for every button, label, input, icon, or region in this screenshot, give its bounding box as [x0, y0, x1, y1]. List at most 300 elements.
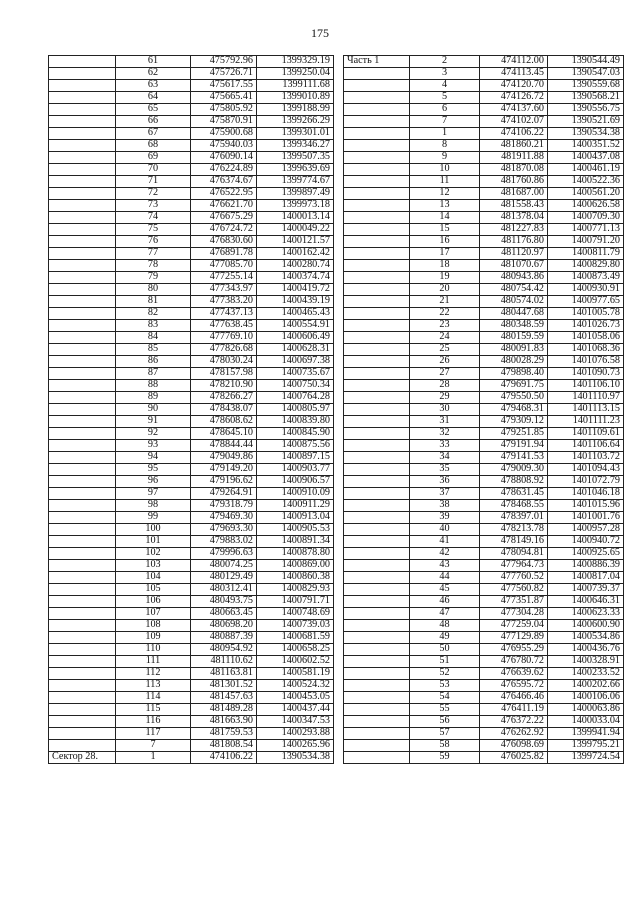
section-label-cell — [344, 524, 410, 536]
point-number-cell: 4 — [410, 80, 480, 92]
point-number-cell: 21 — [410, 296, 480, 308]
x-coordinate-cell: 481176.80 — [480, 236, 548, 248]
y-coordinate-cell: 1399188.99 — [257, 104, 334, 116]
y-coordinate-cell: 1401015.96 — [548, 500, 624, 512]
table-row — [344, 608, 624, 620]
section-label-cell — [344, 176, 410, 188]
table-row — [344, 740, 624, 752]
table-row — [344, 212, 624, 224]
x-coordinate-cell: 476621.70 — [191, 200, 257, 212]
table-row — [49, 128, 334, 140]
y-coordinate-cell: 1401072.79 — [548, 476, 624, 488]
table-row — [49, 536, 334, 548]
y-coordinate-cell: 1400829.93 — [257, 584, 334, 596]
x-coordinate-cell: 478210.90 — [191, 380, 257, 392]
y-coordinate-cell: 1400886.39 — [548, 560, 624, 572]
y-coordinate-cell: 1400739.03 — [257, 620, 334, 632]
section-label-cell — [49, 740, 116, 752]
y-coordinate-cell: 1400839.80 — [257, 416, 334, 428]
table-row — [49, 296, 334, 308]
x-coordinate-cell: 476639.62 — [480, 668, 548, 680]
table-row — [49, 608, 334, 620]
table-row — [344, 104, 624, 116]
point-number-cell: 73 — [116, 200, 191, 212]
table-row — [49, 560, 334, 572]
y-coordinate-cell: 1400265.96 — [257, 740, 334, 752]
y-coordinate-cell: 1400764.28 — [257, 392, 334, 404]
x-coordinate-cell: 479196.62 — [191, 476, 257, 488]
table-row — [49, 752, 334, 764]
section-label-cell — [344, 476, 410, 488]
point-number-cell: 72 — [116, 188, 191, 200]
section-label-cell — [49, 80, 116, 92]
point-number-cell: 3 — [410, 68, 480, 80]
x-coordinate-cell: 481301.52 — [191, 680, 257, 692]
table-row — [49, 632, 334, 644]
y-coordinate-cell: 1400374.74 — [257, 272, 334, 284]
x-coordinate-cell: 474102.07 — [480, 116, 548, 128]
point-number-cell: 31 — [410, 416, 480, 428]
x-coordinate-cell: 477351.87 — [480, 596, 548, 608]
section-label-cell — [49, 728, 116, 740]
point-number-cell: 8 — [410, 140, 480, 152]
x-coordinate-cell: 481457.63 — [191, 692, 257, 704]
table-row — [344, 68, 624, 80]
y-coordinate-cell: 1401058.06 — [548, 332, 624, 344]
x-coordinate-cell: 476372.22 — [480, 716, 548, 728]
point-number-cell: 71 — [116, 176, 191, 188]
x-coordinate-cell: 477964.73 — [480, 560, 548, 572]
y-coordinate-cell: 1400522.36 — [548, 176, 624, 188]
x-coordinate-cell: 481120.97 — [480, 248, 548, 260]
section-label-cell — [49, 116, 116, 128]
y-coordinate-cell: 1400461.19 — [548, 164, 624, 176]
y-coordinate-cell: 1399639.69 — [257, 164, 334, 176]
section-label-cell — [49, 704, 116, 716]
point-number-cell: 93 — [116, 440, 191, 452]
x-coordinate-cell: 476374.67 — [191, 176, 257, 188]
point-number-cell: 88 — [116, 380, 191, 392]
point-number-cell: 78 — [116, 260, 191, 272]
y-coordinate-cell: 1400437.44 — [257, 704, 334, 716]
section-label-cell — [49, 248, 116, 260]
section-label-cell — [49, 464, 116, 476]
point-number-cell: 116 — [116, 716, 191, 728]
x-coordinate-cell: 480493.75 — [191, 596, 257, 608]
section-label-cell — [49, 572, 116, 584]
table-row — [49, 188, 334, 200]
point-number-cell: 58 — [410, 740, 480, 752]
section-label-cell — [49, 164, 116, 176]
point-number-cell: 84 — [116, 332, 191, 344]
section-label-cell — [344, 560, 410, 572]
x-coordinate-cell: 478213.78 — [480, 524, 548, 536]
y-coordinate-cell: 1390559.68 — [548, 80, 624, 92]
y-coordinate-cell: 1400606.49 — [257, 332, 334, 344]
section-label-cell — [49, 392, 116, 404]
y-coordinate-cell: 1401106.64 — [548, 440, 624, 452]
point-number-cell: 106 — [116, 596, 191, 608]
y-coordinate-cell: 1400925.65 — [548, 548, 624, 560]
x-coordinate-cell: 478844.44 — [191, 440, 257, 452]
y-coordinate-cell: 1400347.53 — [257, 716, 334, 728]
section-label-cell — [49, 512, 116, 524]
table-row — [49, 476, 334, 488]
table-row — [344, 692, 624, 704]
section-label-cell — [344, 584, 410, 596]
x-coordinate-cell: 474113.45 — [480, 68, 548, 80]
table-row — [49, 224, 334, 236]
y-coordinate-cell: 1400561.20 — [548, 188, 624, 200]
table-row — [49, 740, 334, 752]
y-coordinate-cell: 1399795.21 — [548, 740, 624, 752]
x-coordinate-cell: 478397.01 — [480, 512, 548, 524]
table-row — [49, 620, 334, 632]
x-coordinate-cell: 474106.22 — [191, 752, 257, 764]
point-number-cell: 95 — [116, 464, 191, 476]
y-coordinate-cell: 1399941.94 — [548, 728, 624, 740]
y-coordinate-cell: 1400063.86 — [548, 704, 624, 716]
section-label-cell — [344, 188, 410, 200]
table-row — [344, 440, 624, 452]
section-label-cell — [344, 656, 410, 668]
y-coordinate-cell: 1400453.05 — [257, 692, 334, 704]
table-row — [49, 176, 334, 188]
x-coordinate-cell: 476780.72 — [480, 656, 548, 668]
section-label-cell — [344, 416, 410, 428]
table-row — [49, 140, 334, 152]
y-coordinate-cell: 1400465.43 — [257, 308, 334, 320]
point-number-cell: 45 — [410, 584, 480, 596]
y-coordinate-cell: 1400534.86 — [548, 632, 624, 644]
table-row — [344, 428, 624, 440]
section-label-cell — [344, 668, 410, 680]
x-coordinate-cell: 476411.19 — [480, 704, 548, 716]
section-label-cell — [344, 200, 410, 212]
point-number-cell: 7 — [410, 116, 480, 128]
point-number-cell: 109 — [116, 632, 191, 644]
table-row — [344, 572, 624, 584]
point-number-cell: 14 — [410, 212, 480, 224]
y-coordinate-cell: 1399973.18 — [257, 200, 334, 212]
section-label-cell — [49, 452, 116, 464]
section-label-cell — [49, 104, 116, 116]
table-row — [344, 620, 624, 632]
y-coordinate-cell: 1400977.65 — [548, 296, 624, 308]
point-number-cell: 37 — [410, 488, 480, 500]
point-number-cell: 63 — [116, 80, 191, 92]
point-number-cell: 97 — [116, 488, 191, 500]
y-coordinate-cell: 1400910.09 — [257, 488, 334, 500]
y-coordinate-cell: 1400903.77 — [257, 464, 334, 476]
x-coordinate-cell: 479469.30 — [191, 512, 257, 524]
section-label-cell — [344, 344, 410, 356]
y-coordinate-cell: 1400162.42 — [257, 248, 334, 260]
point-number-cell: 99 — [116, 512, 191, 524]
x-coordinate-cell: 479009.30 — [480, 464, 548, 476]
point-number-cell: 47 — [410, 608, 480, 620]
y-coordinate-cell: 1400600.90 — [548, 620, 624, 632]
section-label-cell — [49, 368, 116, 380]
x-coordinate-cell: 479691.75 — [480, 380, 548, 392]
table-row — [49, 260, 334, 272]
section-label-cell — [344, 104, 410, 116]
y-coordinate-cell: 1400845.90 — [257, 428, 334, 440]
y-coordinate-cell: 1400623.33 — [548, 608, 624, 620]
table-row — [49, 344, 334, 356]
point-number-cell: 40 — [410, 524, 480, 536]
point-number-cell: 24 — [410, 332, 480, 344]
point-number-cell: 94 — [116, 452, 191, 464]
x-coordinate-cell: 479468.31 — [480, 404, 548, 416]
point-number-cell: 112 — [116, 668, 191, 680]
point-number-cell: 80 — [116, 284, 191, 296]
x-coordinate-cell: 477638.45 — [191, 320, 257, 332]
section-label-cell — [344, 596, 410, 608]
table-row — [49, 116, 334, 128]
point-number-cell: 85 — [116, 344, 191, 356]
table-row — [344, 308, 624, 320]
point-number-cell: 68 — [116, 140, 191, 152]
section-label-cell — [49, 548, 116, 560]
point-number-cell: 82 — [116, 308, 191, 320]
section-label-cell — [344, 440, 410, 452]
x-coordinate-cell: 477560.82 — [480, 584, 548, 596]
point-number-cell: 1 — [116, 752, 191, 764]
table-row — [49, 368, 334, 380]
point-number-cell: 50 — [410, 644, 480, 656]
section-label-cell — [344, 716, 410, 728]
x-coordinate-cell: 480074.25 — [191, 560, 257, 572]
x-coordinate-cell: 481378.04 — [480, 212, 548, 224]
section-label-cell — [49, 716, 116, 728]
x-coordinate-cell: 474137.60 — [480, 104, 548, 116]
point-number-cell: 90 — [116, 404, 191, 416]
point-number-cell: 67 — [116, 128, 191, 140]
section-label-cell — [344, 728, 410, 740]
section-label-cell — [344, 164, 410, 176]
y-coordinate-cell: 1401026.73 — [548, 320, 624, 332]
section-label-cell — [344, 608, 410, 620]
y-coordinate-cell: 1400697.38 — [257, 356, 334, 368]
table-row — [49, 164, 334, 176]
x-coordinate-cell: 476830.60 — [191, 236, 257, 248]
y-coordinate-cell: 1401005.78 — [548, 308, 624, 320]
table-row — [344, 632, 624, 644]
y-coordinate-cell: 1399346.27 — [257, 140, 334, 152]
table-row — [49, 92, 334, 104]
x-coordinate-cell: 478157.98 — [191, 368, 257, 380]
table-row — [49, 284, 334, 296]
point-number-cell: 51 — [410, 656, 480, 668]
section-label-cell — [344, 548, 410, 560]
y-coordinate-cell: 1400875.56 — [257, 440, 334, 452]
point-number-cell: 1 — [410, 128, 480, 140]
table-row — [344, 176, 624, 188]
table-row — [344, 272, 624, 284]
table-row — [344, 416, 624, 428]
table-row — [344, 404, 624, 416]
x-coordinate-cell: 476595.72 — [480, 680, 548, 692]
point-number-cell: 86 — [116, 356, 191, 368]
section-label-cell — [344, 152, 410, 164]
x-coordinate-cell: 479149.20 — [191, 464, 257, 476]
table-row — [49, 572, 334, 584]
section-label-cell — [344, 320, 410, 332]
table-row — [344, 320, 624, 332]
point-number-cell: 107 — [116, 608, 191, 620]
section-label-cell — [344, 404, 410, 416]
y-coordinate-cell: 1400906.57 — [257, 476, 334, 488]
table-row — [344, 512, 624, 524]
y-coordinate-cell: 1399111.68 — [257, 80, 334, 92]
section-label-cell — [49, 320, 116, 332]
point-number-cell: 52 — [410, 668, 480, 680]
table-row — [344, 296, 624, 308]
y-coordinate-cell: 1390521.69 — [548, 116, 624, 128]
y-coordinate-cell: 1400911.29 — [257, 500, 334, 512]
x-coordinate-cell: 478808.92 — [480, 476, 548, 488]
y-coordinate-cell: 1400524.32 — [257, 680, 334, 692]
section-label-cell — [49, 440, 116, 452]
x-coordinate-cell: 480887.39 — [191, 632, 257, 644]
y-coordinate-cell: 1390556.75 — [548, 104, 624, 116]
x-coordinate-cell: 480954.92 — [191, 644, 257, 656]
y-coordinate-cell: 1401076.58 — [548, 356, 624, 368]
point-number-cell: 55 — [410, 704, 480, 716]
table-row — [49, 656, 334, 668]
section-label-cell — [344, 248, 410, 260]
x-coordinate-cell: 480754.42 — [480, 284, 548, 296]
y-coordinate-cell: 1400739.37 — [548, 584, 624, 596]
x-coordinate-cell: 479141.53 — [480, 452, 548, 464]
section-label-cell — [344, 260, 410, 272]
x-coordinate-cell: 480663.45 — [191, 608, 257, 620]
section-label-cell — [49, 224, 116, 236]
table-row — [49, 248, 334, 260]
section-label-cell — [49, 668, 116, 680]
point-number-cell: 33 — [410, 440, 480, 452]
x-coordinate-cell: 476224.89 — [191, 164, 257, 176]
section-label-cell — [49, 536, 116, 548]
coordinates-table-right — [343, 55, 624, 764]
section-label-cell — [344, 704, 410, 716]
section-label-cell — [344, 572, 410, 584]
y-coordinate-cell: 1400891.34 — [257, 536, 334, 548]
x-coordinate-cell: 476466.46 — [480, 692, 548, 704]
x-coordinate-cell: 477085.70 — [191, 260, 257, 272]
table-row — [344, 140, 624, 152]
section-label-cell — [49, 656, 116, 668]
x-coordinate-cell: 480091.83 — [480, 344, 548, 356]
x-coordinate-cell: 480028.29 — [480, 356, 548, 368]
point-number-cell: 81 — [116, 296, 191, 308]
section-label-cell — [49, 620, 116, 632]
section-label-cell — [344, 536, 410, 548]
table-row — [344, 128, 624, 140]
point-number-cell: 27 — [410, 368, 480, 380]
point-number-cell: 26 — [410, 356, 480, 368]
x-coordinate-cell: 477437.13 — [191, 308, 257, 320]
table-row — [49, 668, 334, 680]
table-row — [344, 56, 624, 68]
y-coordinate-cell: 1401103.72 — [548, 452, 624, 464]
x-coordinate-cell: 478094.81 — [480, 548, 548, 560]
point-number-cell: 105 — [116, 584, 191, 596]
y-coordinate-cell: 1399724.54 — [548, 752, 624, 764]
x-coordinate-cell: 479251.85 — [480, 428, 548, 440]
x-coordinate-cell: 480129.49 — [191, 572, 257, 584]
section-label-cell — [344, 116, 410, 128]
table-row — [49, 68, 334, 80]
table-row — [344, 80, 624, 92]
y-coordinate-cell: 1390547.03 — [548, 68, 624, 80]
point-number-cell: 13 — [410, 200, 480, 212]
table-row — [344, 236, 624, 248]
table-row — [49, 308, 334, 320]
table-row — [344, 548, 624, 560]
point-number-cell: 16 — [410, 236, 480, 248]
point-number-cell: 108 — [116, 620, 191, 632]
x-coordinate-cell: 474120.70 — [480, 80, 548, 92]
section-label-cell — [344, 644, 410, 656]
section-label-cell — [49, 608, 116, 620]
y-coordinate-cell: 1400750.34 — [257, 380, 334, 392]
y-coordinate-cell: 1390568.21 — [548, 92, 624, 104]
section-label-cell — [49, 260, 116, 272]
x-coordinate-cell: 481558.43 — [480, 200, 548, 212]
point-number-cell: 49 — [410, 632, 480, 644]
table-row — [344, 524, 624, 536]
left-table-body — [49, 56, 334, 764]
y-coordinate-cell: 1400602.52 — [257, 656, 334, 668]
table-row — [49, 500, 334, 512]
y-coordinate-cell: 1401109.61 — [548, 428, 624, 440]
table-row — [49, 452, 334, 464]
table-row — [49, 716, 334, 728]
point-number-cell: 83 — [116, 320, 191, 332]
table-row — [344, 92, 624, 104]
y-coordinate-cell: 1400233.52 — [548, 668, 624, 680]
point-number-cell: 34 — [410, 452, 480, 464]
y-coordinate-cell: 1400658.25 — [257, 644, 334, 656]
x-coordinate-cell: 478438.07 — [191, 404, 257, 416]
section-label-cell — [344, 128, 410, 140]
point-number-cell: 66 — [116, 116, 191, 128]
table-row — [344, 152, 624, 164]
y-coordinate-cell: 1390544.49 — [548, 56, 624, 68]
point-number-cell: 44 — [410, 572, 480, 584]
section-label-cell — [344, 140, 410, 152]
y-coordinate-cell: 1399250.04 — [257, 68, 334, 80]
x-coordinate-cell: 475726.71 — [191, 68, 257, 80]
point-number-cell: 92 — [116, 428, 191, 440]
y-coordinate-cell: 1401090.73 — [548, 368, 624, 380]
point-number-cell: 76 — [116, 236, 191, 248]
x-coordinate-cell: 479898.40 — [480, 368, 548, 380]
x-coordinate-cell: 480312.41 — [191, 584, 257, 596]
y-coordinate-cell: 1400735.67 — [257, 368, 334, 380]
y-coordinate-cell: 1400202.66 — [548, 680, 624, 692]
point-number-cell: 54 — [410, 692, 480, 704]
section-label-cell — [344, 464, 410, 476]
y-coordinate-cell: 1400626.58 — [548, 200, 624, 212]
section-label-cell — [344, 236, 410, 248]
table-row — [49, 440, 334, 452]
table-row — [344, 560, 624, 572]
x-coordinate-cell: 477129.89 — [480, 632, 548, 644]
section-label-cell — [49, 524, 116, 536]
